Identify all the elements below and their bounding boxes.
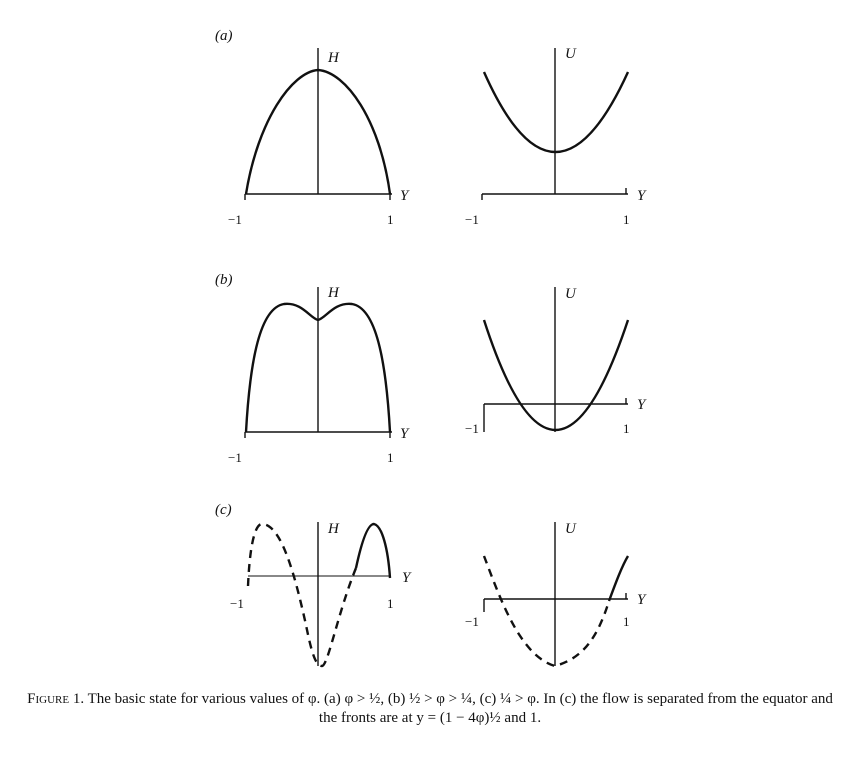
u-curve — [484, 72, 628, 152]
panel-label-b: (b) — [215, 272, 233, 288]
y-axis-label: Y — [400, 188, 409, 204]
tick-label-left: −1 — [228, 450, 242, 465]
tick-label-right: 1 — [623, 421, 630, 436]
panel-b — [215, 272, 647, 465]
u-axis-label: U — [565, 286, 576, 302]
u-curve-dashed — [484, 556, 609, 666]
h-axis-label: H — [328, 521, 339, 537]
y-axis-label: Y — [637, 397, 646, 413]
y-axis-label: Y — [400, 426, 409, 442]
y-axis-label: Y — [637, 592, 646, 608]
h-plot-b — [228, 285, 410, 465]
figure-caption — [20, 690, 840, 728]
tick-label-right: 1 — [623, 614, 630, 629]
u-axis-label: U — [565, 46, 576, 62]
u-plot-a — [465, 46, 647, 227]
y-axis-label: Y — [402, 570, 411, 586]
panel-label-a: (a) — [215, 28, 233, 44]
h-plot-a — [228, 48, 410, 227]
tick-label-left: −1 — [228, 212, 242, 227]
h-curve-dashed — [248, 524, 356, 666]
u-curve-solid — [609, 556, 628, 601]
tick-label-right: 1 — [387, 596, 394, 611]
h-axis-label: H — [328, 50, 339, 66]
tick-label-right: 1 — [387, 212, 394, 227]
u-plot-b — [465, 286, 647, 436]
panel-label-c: (c) — [215, 502, 232, 518]
u-curve — [484, 320, 628, 430]
panel-c — [215, 502, 647, 666]
u-plot-c — [465, 521, 647, 666]
tick-label-left: −1 — [230, 596, 244, 611]
panel-a — [215, 28, 647, 227]
u-axis-label: U — [565, 521, 576, 537]
tick-label-right: 1 — [623, 212, 630, 227]
caption-text: The basic state for various values of φ. (a) φ > ½, (b) ½ > φ > ¼, (c) ¼ > φ. In (c) the flow is separated from the equator and the fronts are at y = (1 − 4φ)½ and 1. — [87, 691, 833, 726]
h-plot-c — [230, 521, 412, 666]
h-axis-label: H — [328, 285, 339, 301]
y-axis-label: Y — [637, 188, 646, 204]
tick-label-right: 1 — [387, 450, 394, 465]
tick-label-left: −1 — [465, 614, 479, 629]
tick-label-left: −1 — [465, 421, 479, 436]
caption-label: Figure 1. — [27, 691, 85, 707]
tick-label-left: −1 — [465, 212, 479, 227]
h-curve-solid — [356, 524, 390, 578]
